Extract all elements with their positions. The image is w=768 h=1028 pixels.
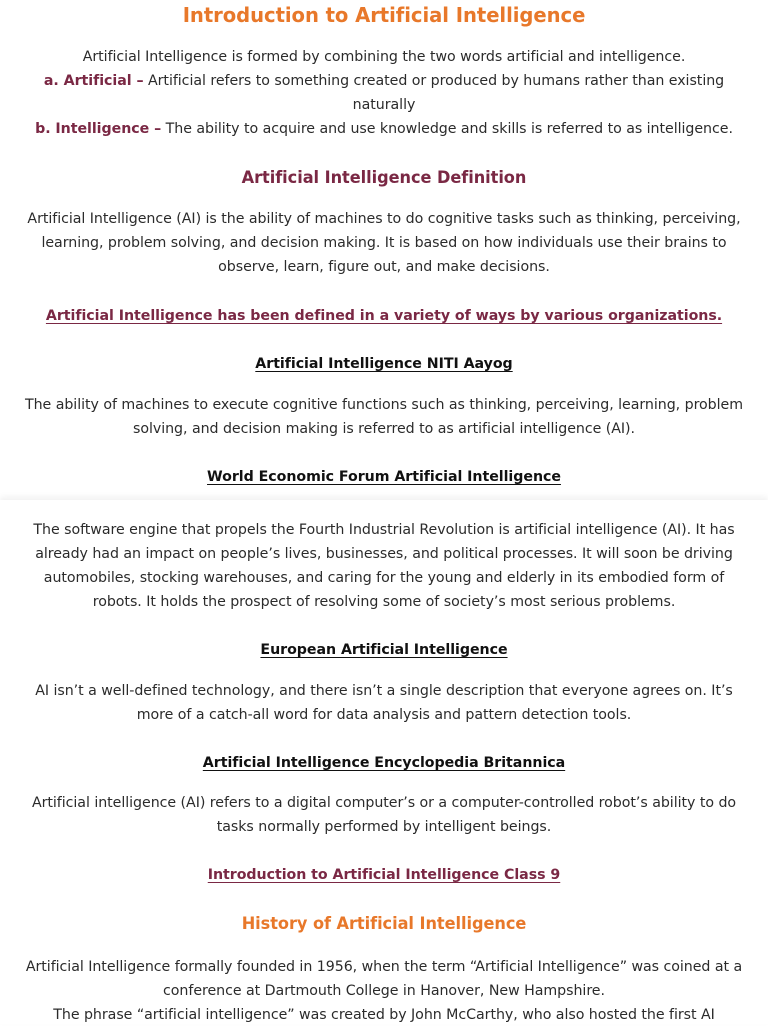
britannica-heading: Artificial Intelligence Encyclopedia Britannica [202, 755, 566, 771]
european-line-1: AI isn’t a well-defined technology, and there isn’t a single description that everyone agrees on. It’s [35, 683, 733, 699]
history-heading: History of Artificial Intelligence [241, 914, 527, 933]
intro-item-intelligence [8, 117, 760, 142]
organizations-link[interactable]: Artificial Intelligence has been defined in a variety of ways by various organizations. [45, 308, 723, 324]
intro-line: Artificial Intelligence is formed by combining the two words artificial and intelligence. [82, 49, 686, 65]
artificial-text: Artificial refers to something created or produced by humans rather than existing [147, 73, 725, 89]
class9-link[interactable]: Introduction to Artificial Intelligence Class 9 [207, 867, 561, 883]
niti-line-2: solving, and decision making is referred to as artificial intelligence (AI). [132, 421, 636, 437]
niti-line-1: The ability of machines to execute cognitive functions such as thinking, perceiving, learning, problem [24, 397, 744, 413]
european-heading: European Artificial Intelligence [260, 642, 508, 658]
history-line-2: conference at Dartmouth College in Hanover, New Hampshire. [163, 983, 605, 999]
page-title: Introduction to Artificial Intelligence [182, 3, 586, 27]
history-line-1: Artificial Intelligence formally founded in 1956, when the term “Artificial Intelligence” was coined at a [25, 959, 743, 975]
history-line-3: The phrase “artificial intelligence” was created by John McCarthy, who also hosted the first AI [53, 1007, 715, 1023]
wef-heading: World Economic Forum Artificial Intelligence [207, 469, 561, 485]
wef-line-4: robots. It holds the prospect of resolving some of society’s most serious problems. [92, 594, 676, 610]
artificial-label: a. Artificial – [43, 73, 144, 89]
definition-line-1: Artificial Intelligence (AI) is the ability of machines to do cognitive tasks such as thinking, perceiving, [27, 211, 741, 227]
definition-heading: Artificial Intelligence Definition [241, 168, 527, 187]
european-line-2: more of a catch-all word for data analysis and pattern detection tools. [136, 707, 632, 723]
wef-line-1: The software engine that propels the Fourth Industrial Revolution is artificial intelligence (AI). It has [33, 522, 735, 538]
artificial-text-cont: naturally [352, 97, 416, 113]
intelligence-label: b. Intelligence – [35, 121, 162, 137]
wef-line-3: automobiles, stocking warehouses, and caring for the young and elderly in its embodied form of [43, 570, 725, 586]
definition-line-2: learning, problem solving, and decision making. It is based on how individuals use their brains to [41, 235, 727, 251]
niti-aayog-heading: Artificial Intelligence NITI Aayog [255, 356, 513, 372]
intelligence-text: The ability to acquire and use knowledge and skills is referred to as intelligence. [165, 121, 733, 137]
intro-item-artificial [8, 69, 760, 94]
britannica-line-2: tasks normally performed by intelligent beings. [216, 819, 552, 835]
wef-line-2: already had an impact on people’s lives, businesses, and political processes. It will soon be driving [35, 546, 733, 562]
britannica-line-1: Artificial intelligence (AI) refers to a digital computer’s or a computer-controlled robot’s ability to do [31, 795, 737, 811]
definition-line-3: observe, learn, figure out, and make decisions. [218, 259, 550, 275]
